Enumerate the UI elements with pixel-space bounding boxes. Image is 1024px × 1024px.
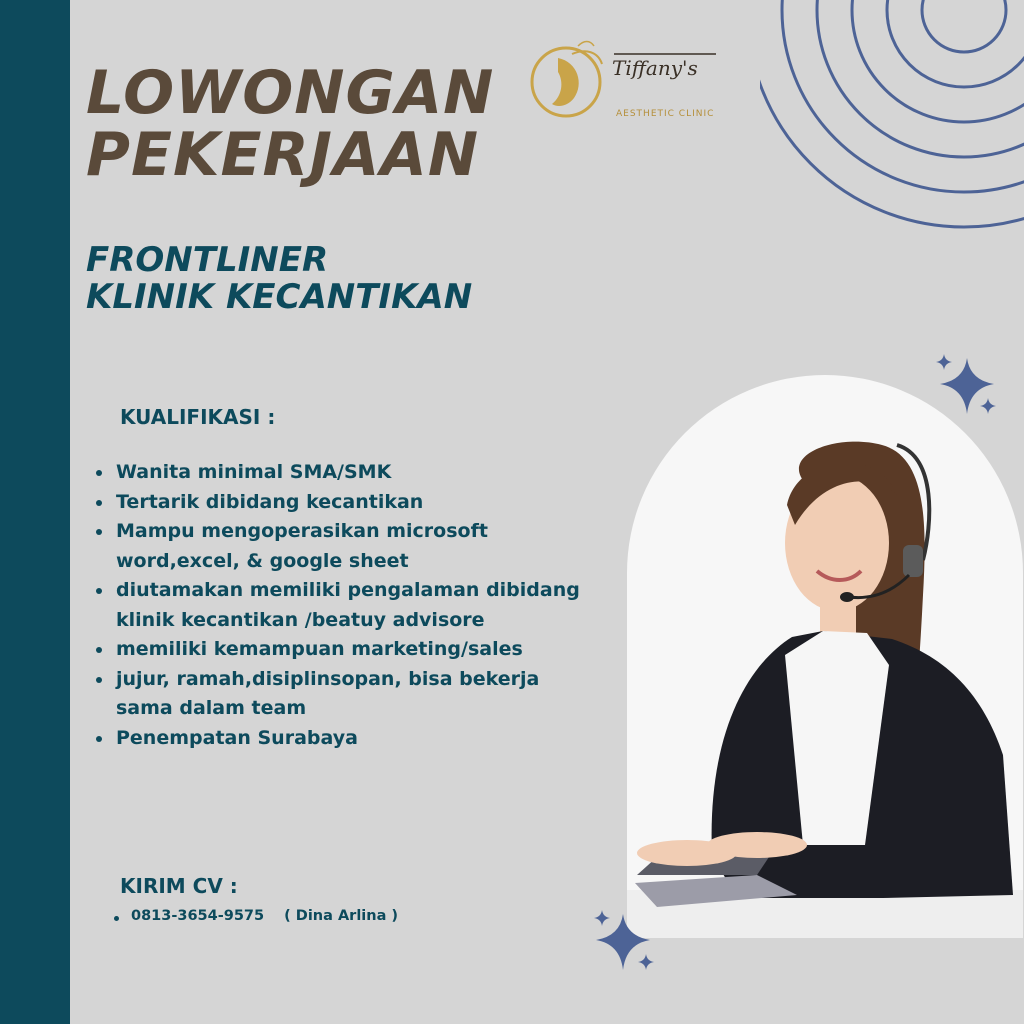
logo-name: Tiffany's (612, 56, 698, 80)
contact-line (112, 908, 398, 924)
left-sidebar-band (0, 0, 70, 1024)
concentric-arcs (760, 0, 1024, 230)
headline-line-1: LOWONGAN (86, 58, 495, 128)
headline (86, 58, 495, 190)
logo-subtitle: AESTHETIC CLINIC (616, 109, 715, 119)
headline-line-2: PEKERJAAN (86, 120, 480, 190)
list-item: Wanita minimal SMA/SMK (94, 458, 594, 488)
woman-with-headset-photo (627, 375, 1023, 938)
bullet-dot (114, 916, 119, 921)
contact-heading: KIRIM CV : (120, 874, 238, 898)
list-item: diutamakan memiliki pengalaman dibidang klinik kecantikan /beatuy advisore (94, 576, 594, 635)
position-line-1: FRONTLINER (86, 240, 329, 280)
sparkle-icon (590, 906, 660, 978)
sparkle-icon (932, 350, 1002, 422)
list-item: jujur, ramah,disiplinsopan, bisa bekerja sama dalam team (94, 665, 594, 724)
qualifications-list (94, 458, 594, 753)
list-item: Mampu mengoperasikan microsoft word,excel, & google sheet (94, 517, 594, 576)
list-item: memiliki kemampuan marketing/sales (94, 635, 594, 665)
list-item: Penempatan Surabaya (94, 724, 594, 754)
contact-phone[interactable]: 0813-3654-9575 (131, 908, 265, 924)
list-item: Tertarik dibidang kecantikan (94, 488, 594, 518)
qualifications-heading: KUALIFIKASI : (120, 405, 276, 429)
contact-name: ( Dina Arlina ) (284, 908, 399, 924)
position-line-2: KLINIK KECANTIKAN (86, 277, 473, 317)
photo-arch (627, 375, 1023, 938)
position-title (86, 242, 472, 316)
